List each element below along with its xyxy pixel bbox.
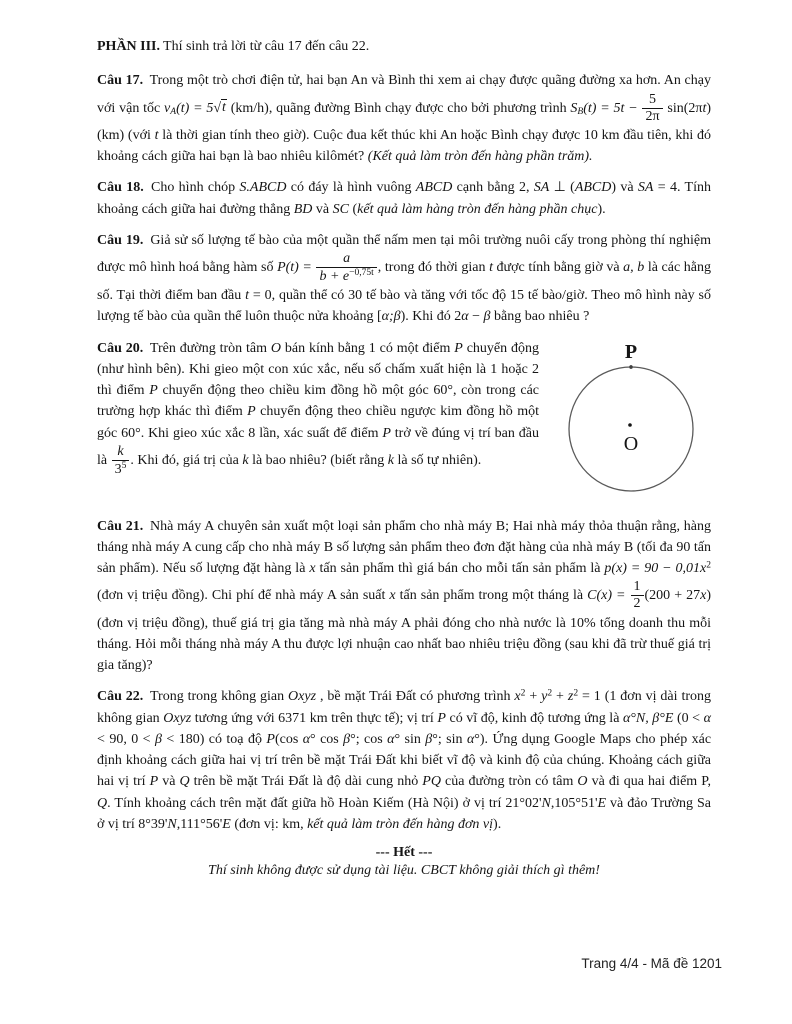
figure-circle	[569, 367, 693, 491]
page-content	[97, 36, 711, 879]
question-22: Câu 22. Trong trong không gian Oxyz , bề mặt Trái Đất có phương trình $x^2 + y^2 + z^2 = 1$ (1 đơn vị dài trong không gian Oxyz tương ứng với 6371 km trên thực tế); vị trí P có vĩ độ, kinh độ tương ứng là α°N, β°E (0 < α < 90, 0 < β < 180) có toạ độ P(cos α° cos β°; cos α° sin β°; sin α°). Ứng dụng Google Maps cho phép xác định khoảng cách giữa hai vị trí trên bề mặt Trái Đất khi biết vĩ độ và kinh độ của chúng. Khoảng cách giữa hai vị trí P và Q trên bề mặt Trái Đất là độ dài cung nhỏ PQ của đường tròn có tâm O và đi qua hai điểm P, Q. Tính khoảng cách trên mặt đất giữa hồ Hoàn Kiếm (Hà Nội) ở vị trí 21°02'N,105°51'E và đảo Trường Sa ở vị trí 8°39'N,111°56'E (đơn vị: km, kết quả làm tròn đến hàng đơn vị).	[97, 688, 712, 832]
circle-figure	[557, 340, 709, 502]
figure-center-o-label: O	[623, 432, 639, 455]
question-21: Câu 21. Nhà máy A chuyên sản xuất một loại sản phẩm cho nhà máy B; Hai nhà máy thỏa thuận rằng, hàng tháng nhà máy A cung cấp cho nhà máy B số lượng sản phẩm theo đơn đặt hàng của nhà máy B (tối đa 90 tấn sản phẩm). Nếu số lượng đặt hàng là x tấn sản phẩm thì giá bán cho mỗi tấn sản phẩm là $p(x) = 90 - 0,01x^2$ (đơn vị triệu đồng). Chi phí để nhà máy A sản suất x tấn sản phẩm trong một tháng là C(x) = $\frac{1}{2}$ (200 + 27x) (đơn vị triệu đồng), thuế giá trị gia tăng mà nhà máy A phải đóng cho nhà nước là 10% tổng doanh thu mỗi tháng. Hỏi mỗi tháng nhà máy A thu được lợi nhuận cao nhất bao nhiêu triệu đồng (sau khi đã trừ thuế giá trị gia tăng)?	[97, 518, 712, 674]
section-header: PHẦN III. Thí sinh trả lời từ câu 17 đến câu 22.	[97, 39, 370, 54]
page-number: Trang 4/4 - Mã đề 1201	[581, 956, 722, 971]
end-mark: --- Hết ---	[375, 845, 433, 861]
exam-notice: Thí sinh không được sử dụng tài liệu. CBCT không giải thích gì thêm!	[208, 863, 600, 879]
question-17: Câu 17. Trong một trò chơi điện tử, hai bạn An và Bình thi xem ai chạy được quãng đường xa hơn. An chạy với vận tốc $v_A(t) = 5√t$ (km/h), quãng đường Bình chạy được cho bởi phương trình $S_B(t) = 5t$ − $\frac{5}{2\pi}$ sin(2πt) (km) (với t là thời gian tính theo giờ). Cuộc đua kết thúc khi An hoặc Bình chạy được 10 km đầu tiên, khi đó khoảng cách giữa hai bạn là bao nhiêu kilômét? (Kết quả làm tròn đến hàng phần trăm).	[97, 73, 712, 164]
figure-point-p-label: P	[624, 340, 638, 363]
question-20: Câu 20. Trên đường tròn tâm O bán kính bằng 1 có một điểm P chuyển động (như hình bên). Khi gieo một con xúc xắc, nếu số chấm xuất hiện là 1 hoặc 2 thì điểm P chuyển động theo chiều kim đồng hồ một góc 60°, còn trong các trường hợp khác thì điểm P chuyển động theo chiều ngược kim đồng hồ một góc 60°. Khi gieo xúc xắc 8 lần, xác suất để điểm P trở về đúng vị trí ban đầu là $\frac{k}{3^5}$ . Khi đó, giá trị của k là bao nhiêu? (biết rằng k là số tự nhiên).	[97, 340, 539, 477]
question-19: Câu 19. Giả sử số lượng tế bào của một quần thể nấm men tại môi trường nuôi cấy trong phòng thí nghiệm được mô hình hoá bằng hàm số P(t) = $\frac{a}{b + e^{-0,75t}}$ , trong đó thời gian t được tính bằng giờ và a, b là các hằng số. Tại thời điểm ban đầu t = 0, quần thể có 30 tế bào và tăng với tốc độ 15 tế bào/giờ. Theo mô hình này số lượng tế bào của quần thể luôn thuộc nửa khoảng [α;β). Khi đó 2α − β bằng bao nhiêu ?	[97, 232, 711, 325]
figure-center-dot	[628, 423, 632, 427]
question-18: Câu 18. Cho hình chóp S.ABCD có đáy là hình vuông ABCD cạnh bằng 2, SA ⊥ (ABCD) và SA = 4. Tính khoảng cách giữa hai đường thẳng BD và SC (kết quả làm hàng tròn đến hàng phần chục).	[97, 180, 711, 217]
question-20-block	[97, 338, 711, 506]
